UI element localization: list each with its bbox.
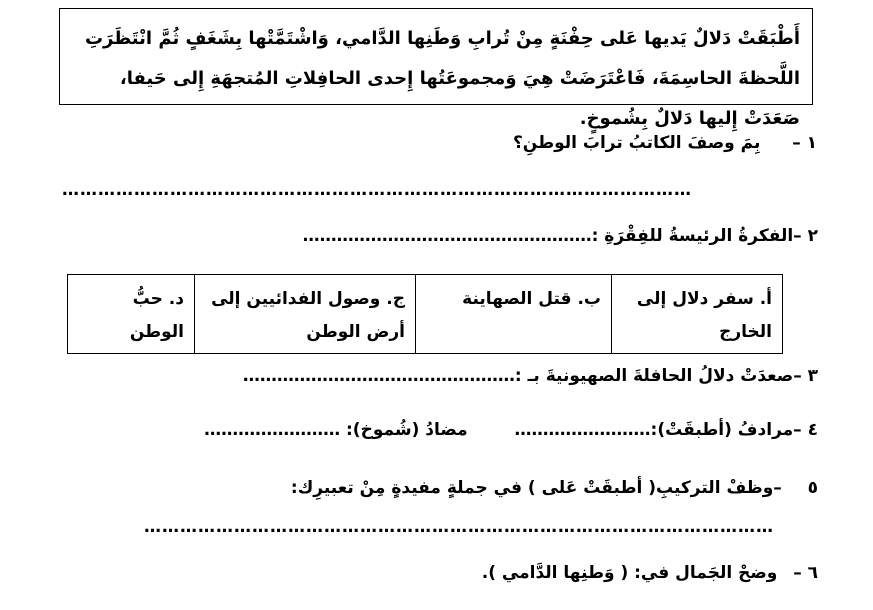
answer-line-2[interactable]: …………………………………………… <box>302 226 592 246</box>
question-4-text: ٤ –مرادفُ (أطبقَتْ): <box>650 420 818 440</box>
question-1-number: ١ – <box>792 133 817 153</box>
answer-line-1[interactable]: …………………………………………………………………………………………… <box>62 180 692 200</box>
answer-line-4a[interactable]: …………………… <box>514 420 651 440</box>
option-c[interactable]: ج. وصول الفدائيين إلى أرض الوطن <box>195 275 416 354</box>
question-2 <box>303 226 818 246</box>
option-d[interactable]: د. حبُّ الوطن <box>68 275 195 354</box>
answer-line-4b[interactable]: …………………… <box>204 420 341 440</box>
answer-line-5[interactable]: …………………………………………………………………………………………… <box>144 517 774 537</box>
question-2-text: ٢ –الفكرةُ الرئيسةُ للفِقْرَةِ : <box>591 226 818 246</box>
question-5-text: –وظفْ التركيبِ( أطبقَتْ عَلى ) في جملةٍ مفيدةٍ مِنْ تعبيرِك: <box>290 478 782 498</box>
option-b[interactable]: ب. قتل الصهاينة <box>416 275 612 354</box>
passage-box <box>59 8 813 129</box>
question-4-antonym: مضادُ (شُموخ): <box>346 420 468 440</box>
answer-line-3[interactable]: ………………………………………… <box>242 366 515 386</box>
question-4 <box>204 420 818 440</box>
question-5-number: ٥ <box>807 478 818 498</box>
question-1-text: بِمَ وصفَ الكاتبُ ترابَ الوطنِ؟ <box>512 133 761 153</box>
question-6-text: وضحْ الجَمال في: ( وَطنِها الدَّامي ). <box>481 563 778 583</box>
question-3-text: ٣ –صعدَتْ دلالُ الحافلةَ الصهيونيةَ بـ : <box>514 366 818 386</box>
question-6 <box>482 563 818 583</box>
option-a[interactable]: أ. سفر دلال إلى الخارج <box>612 275 783 354</box>
question-3 <box>243 366 818 386</box>
options-table <box>67 274 783 354</box>
question-6-number: ٦ – <box>793 563 818 583</box>
question-1 <box>513 133 817 153</box>
passage-text: أَطْبَقَتْ دَلالٌ يَديها عَلى حِفْنَةٍ مِنْ تُرابِ وَطَنِها الدَّامي، وَاشْتَمَّتْها بِشَغَفٍ ثُمَّ انْتَظَرَتِ اللَّحظةَ الحاسِمَةَ، فَاعْتَرَضَتْ هِيَ وَمجموعَتُها إِحدى الحافِلاتِ المُتجهَةِ إِلى حَيفا، صَعَدَتْ إِليها دَلالٌ بِشُموخٍ. <box>84 28 800 129</box>
question-5 <box>291 478 818 498</box>
